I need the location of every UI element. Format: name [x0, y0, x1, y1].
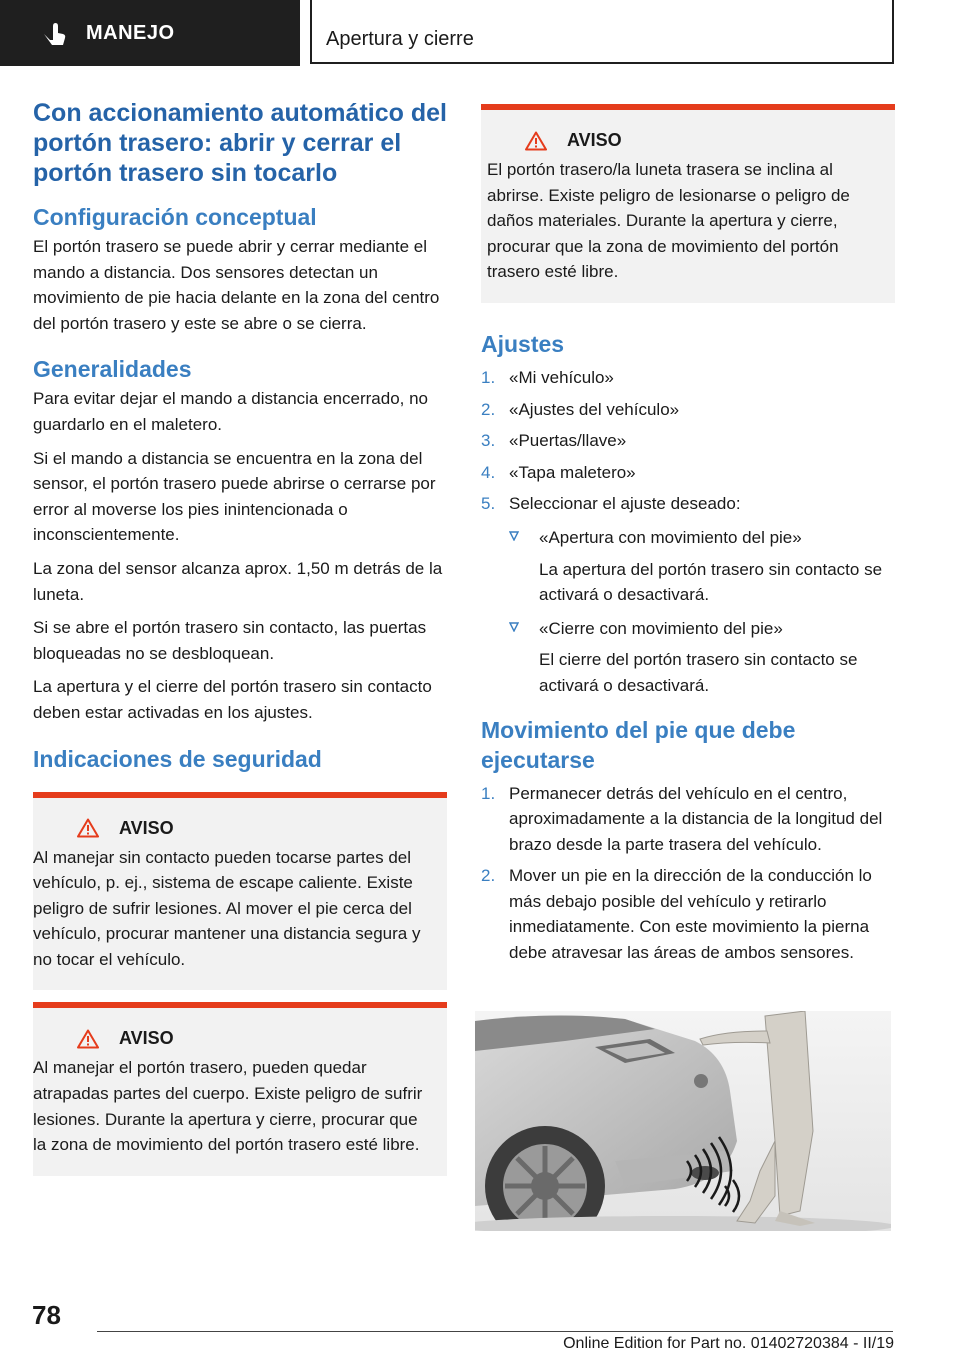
car-rear-illustration: [475, 1011, 891, 1231]
step-text: «Mi vehículo»: [509, 367, 614, 387]
step-text: Mover un pie en la dirección de la conducción lo más debajo posible del vehículo y retirarlo inmediatamente. Con este movimiento la pierna debe atravesar las áreas de ambos sensores.: [509, 866, 872, 963]
general-paragraph: La zona del sensor alcanza aprox. 1,50 m detrás de la luneta.: [33, 558, 443, 604]
warning-box: [481, 104, 895, 303]
list-item: [481, 365, 895, 391]
header-title-box: [310, 0, 894, 64]
step-text: Seleccionar el ajuste deseado:: [509, 494, 741, 514]
step-number: 3.: [481, 431, 496, 451]
left-column: [33, 98, 447, 1176]
general-heading: Generalidades: [33, 356, 192, 383]
page-number: 78: [32, 1300, 61, 1330]
warning-box: [33, 792, 447, 991]
general-paragraph: Para evitar dejar el mando a distancia encerrado, no guardarlo en el maletero.: [33, 389, 429, 434]
option-item: [509, 525, 895, 608]
option-description: El cierre del portón trasero sin contacto se activará o desactivará.: [539, 650, 858, 695]
concept-heading: Configuración conceptual: [33, 204, 317, 230]
footer-edition: Online Edition for Part no. 01402720384 - II/19: [563, 1335, 894, 1352]
option-item: [509, 616, 895, 699]
step-number: 2.: [481, 399, 496, 419]
step-text: Permanecer detrás del vehículo en el centro, aproximadamente a la distancia de la longitud del brazo desde la parte trasera del vehículo.: [509, 783, 883, 854]
general-paragraph: Si se abre el portón trasero sin contacto, las puertas bloqueadas no se desbloquean.: [33, 618, 427, 663]
general-paragraph: Si el mando a distancia se encuentra en la zona del sensor, el portón trasero puede abrirse o cerrarse por error al moverse los pies inintencionada o inconscientemente.: [33, 448, 436, 545]
step-number: 1.: [481, 367, 496, 387]
page-header: [0, 0, 960, 66]
warning-triangle-icon: [77, 818, 99, 838]
option-label: «Cierre con movimiento del pie»: [539, 618, 783, 638]
settings-options: [509, 525, 895, 699]
list-item: [481, 781, 895, 858]
warning-triangle-icon: [77, 1029, 99, 1049]
safety-heading: Indicaciones de seguridad: [33, 745, 322, 772]
list-item: [481, 428, 895, 454]
step-text: «Puertas/llave»: [509, 431, 627, 451]
triangle-bullet-icon: [509, 531, 519, 541]
page-title: Apertura y cierre: [326, 28, 474, 50]
warning-text: Al manejar sin contacto pueden tocarse partes del vehículo, p. ej., sistema de escape caliente. Existe peligro de sufrir lesiones. Al mover el pie cerca del vehículo, procurar mantener una distancia segura y no tocar el vehículo.: [33, 847, 421, 969]
hand-pointer-icon: [40, 20, 68, 48]
step-number: 4.: [481, 462, 496, 482]
right-column: [481, 104, 895, 972]
warning-triangle-icon: [525, 131, 547, 151]
step-number: 2.: [481, 866, 496, 886]
option-description: La apertura del portón trasero sin contacto se activará o desactivará.: [539, 559, 883, 605]
list-item: [481, 491, 895, 698]
warning-text: El portón trasero/la luneta trasera se inclina al abrirse. Existe peligro de lesionarse o peligro de daños materiales. Durante la apertura y cierre, procurar que la zona de movimiento del portón trasero esté libre.: [487, 160, 850, 282]
warning-title: [77, 818, 435, 839]
list-item: [481, 460, 895, 486]
foot-gesture-illustration: [475, 1011, 891, 1231]
general-paragraph: La apertura y el cierre del portón trasero sin contacto deben estar activadas en los ajustes.: [33, 677, 432, 722]
footer-divider: [97, 1331, 893, 1332]
foot-steps: [481, 781, 895, 966]
warning-title-text: AVISO: [119, 817, 174, 838]
step-number: 5.: [481, 494, 496, 514]
foot-heading: Movimiento del pie que debe ejecutarse: [481, 716, 796, 773]
section-tab: [0, 0, 300, 66]
warning-box: [33, 1002, 447, 1175]
step-text: «Tapa maletero»: [509, 462, 636, 482]
warning-text: Al manejar el portón trasero, pueden quedar atrapadas partes del cuerpo. Existe peligro de sufrir lesiones. Durante la apertura y cierre, procurar que la zona de movimiento del portón trasero esté libre.: [33, 1058, 423, 1155]
list-item: [481, 397, 895, 423]
list-item: [481, 863, 895, 965]
section-label: MANEJO: [86, 22, 175, 44]
triangle-bullet-icon: [509, 622, 519, 632]
option-label: «Apertura con movimiento del pie»: [539, 527, 802, 547]
step-text: «Ajustes del vehículo»: [509, 399, 680, 419]
step-number: 1.: [481, 783, 496, 803]
warning-title: [77, 1028, 435, 1049]
concept-text: El portón trasero se puede abrir y cerrar mediante el mando a distancia. Dos sensores detectan un movimiento de pie hacia delante en la zona del centro del portón trasero y este se abre o se cierra.: [33, 237, 440, 333]
settings-heading: Ajustes: [481, 330, 565, 357]
settings-steps: [481, 365, 895, 699]
warning-title-text: AVISO: [119, 1028, 174, 1049]
main-heading: Con accionamiento automático del portón trasero: abrir y cerrar el portón trasero sin tocarlo: [33, 99, 447, 187]
warning-title: [525, 130, 883, 151]
warning-title-text: AVISO: [567, 130, 622, 150]
